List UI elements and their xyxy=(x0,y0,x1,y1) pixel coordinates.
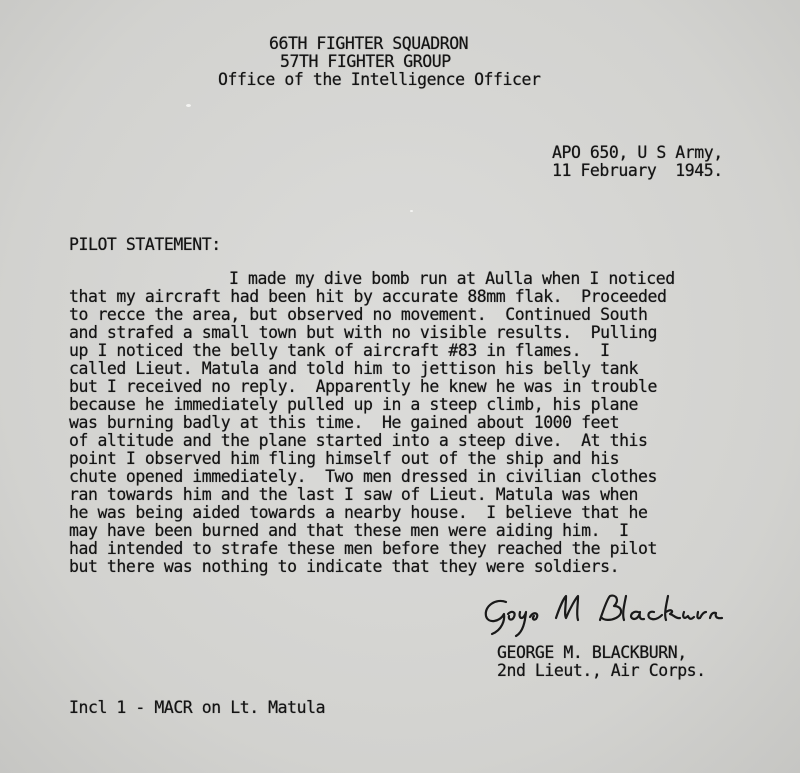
paper-speck xyxy=(410,210,413,212)
dateline-date: 11 February 1945. xyxy=(552,161,723,180)
statement-line-2: that my aircraft had been hit by accurate 88mm flak. Proceeded xyxy=(69,287,667,306)
signature-typed-name: GEORGE M. BLACKBURN, xyxy=(497,643,687,662)
statement-line-4: and strafed a small town but with no visible results. Pulling xyxy=(69,323,657,342)
statement-line-1: I made my dive bomb run at Aulla when I noticed xyxy=(229,269,675,288)
statement-line-14: he was being aided towards a nearby house. I believe that he xyxy=(69,503,648,522)
statement-line-12: chute opened immediately. Two men dressed in civilian clothes xyxy=(69,467,657,486)
statement-line-6: called Lieut. Matula and told him to jettison his belly tank xyxy=(69,359,639,378)
statement-line-10: of altitude and the plane started into a steep dive. At this xyxy=(69,431,648,450)
signature-rank: 2nd Lieut., Air Corps. xyxy=(497,661,706,680)
letterhead-office: Office of the Intelligence Officer xyxy=(218,70,541,89)
statement-line-8: because he immediately pulled up in a steep climb, his plane xyxy=(69,395,639,414)
statement-line-11: point I observed him fling himself out of the ship and his xyxy=(69,449,620,468)
statement-line-17: but there was nothing to indicate that they were soldiers. xyxy=(69,557,620,576)
dateline-location: APO 650, U S Army, xyxy=(552,143,723,162)
letterhead-squadron: 66TH FIGHTER SQUADRON xyxy=(269,34,469,53)
statement-heading: PILOT STATEMENT: xyxy=(69,235,221,254)
paper-speck xyxy=(186,104,191,107)
enclosure-note: Incl 1 - MACR on Lt. Matula xyxy=(69,698,326,717)
statement-line-13: ran towards him and the last I saw of Lieut. Matula was when xyxy=(69,485,639,504)
statement-line-3: to recce the area, but observed no movement. Continued South xyxy=(69,305,648,324)
handwritten-signature xyxy=(478,590,728,638)
letterhead-group: 57TH FIGHTER GROUP xyxy=(280,52,451,71)
statement-line-16: had intended to strafe these men before they reached the pilot xyxy=(69,539,657,558)
statement-line-5: up I noticed the belly tank of aircraft #83 in flames. I xyxy=(69,341,610,360)
statement-line-15: may have been burned and that these men were aiding him. I xyxy=(69,521,629,540)
statement-line-9: was burning badly at this time. He gained about 1000 feet xyxy=(69,413,620,432)
statement-line-7: but I received no reply. Apparently he knew he was in trouble xyxy=(69,377,657,396)
